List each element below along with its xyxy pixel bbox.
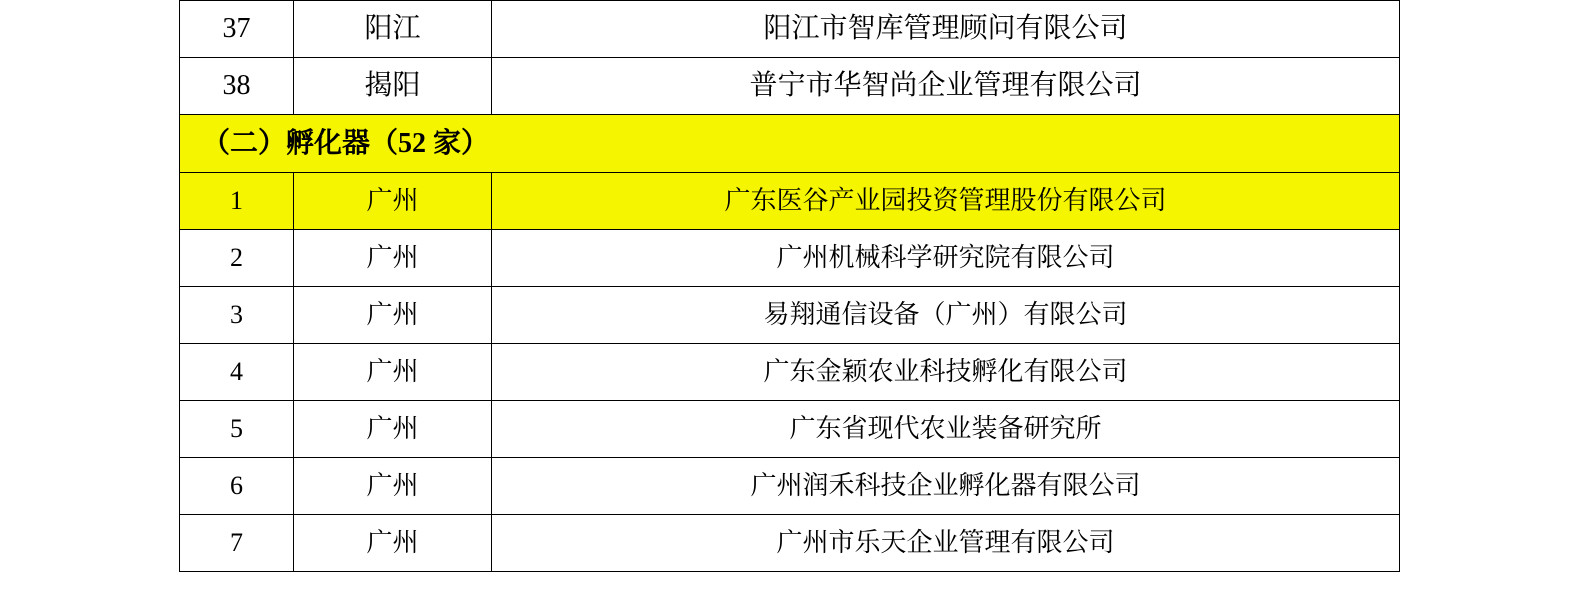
table-row [180, 230, 1400, 287]
row-name-cell: 广东医谷产业园投资管理股份有限公司 [492, 173, 1400, 230]
table-row [180, 458, 1400, 515]
row-city-cell: 广州 [294, 515, 492, 572]
row-name-cell: 广东省现代农业装备研究所 [492, 401, 1400, 458]
row-name-cell: 易翔通信设备（广州）有限公司 [492, 287, 1400, 344]
row-number-cell: 1 [180, 173, 294, 230]
row-number-cell: 37 [180, 1, 294, 58]
row-name-cell: 阳江市智库管理顾问有限公司 [492, 1, 1400, 58]
section-header-label: （二）孵化器（52 家） [180, 115, 1400, 173]
row-city-cell: 广州 [294, 287, 492, 344]
row-name-cell: 广州润禾科技企业孵化器有限公司 [492, 458, 1400, 515]
row-number-cell: 6 [180, 458, 294, 515]
table-row [180, 173, 1400, 230]
row-name-cell: 广东金颖农业科技孵化有限公司 [492, 344, 1400, 401]
row-city-cell: 广州 [294, 230, 492, 287]
row-city-cell: 广州 [294, 173, 492, 230]
row-number-cell: 5 [180, 401, 294, 458]
row-city-cell: 广州 [294, 344, 492, 401]
row-name-cell: 普宁市华智尚企业管理有限公司 [492, 58, 1400, 115]
table-row [180, 401, 1400, 458]
table-row [180, 58, 1400, 115]
section-header-row [180, 115, 1400, 173]
institution-table [179, 0, 1400, 572]
row-name-cell: 广州机械科学研究院有限公司 [492, 230, 1400, 287]
row-number-cell: 7 [180, 515, 294, 572]
row-number-cell: 3 [180, 287, 294, 344]
table-row [180, 344, 1400, 401]
row-number-cell: 4 [180, 344, 294, 401]
row-city-cell: 阳江 [294, 1, 492, 58]
row-city-cell: 揭阳 [294, 58, 492, 115]
row-name-cell: 广州市乐天企业管理有限公司 [492, 515, 1400, 572]
table-row [180, 287, 1400, 344]
table-body [180, 1, 1400, 572]
row-city-cell: 广州 [294, 401, 492, 458]
row-city-cell: 广州 [294, 458, 492, 515]
table-row [180, 515, 1400, 572]
row-number-cell: 2 [180, 230, 294, 287]
table-row [180, 1, 1400, 58]
row-number-cell: 38 [180, 58, 294, 115]
